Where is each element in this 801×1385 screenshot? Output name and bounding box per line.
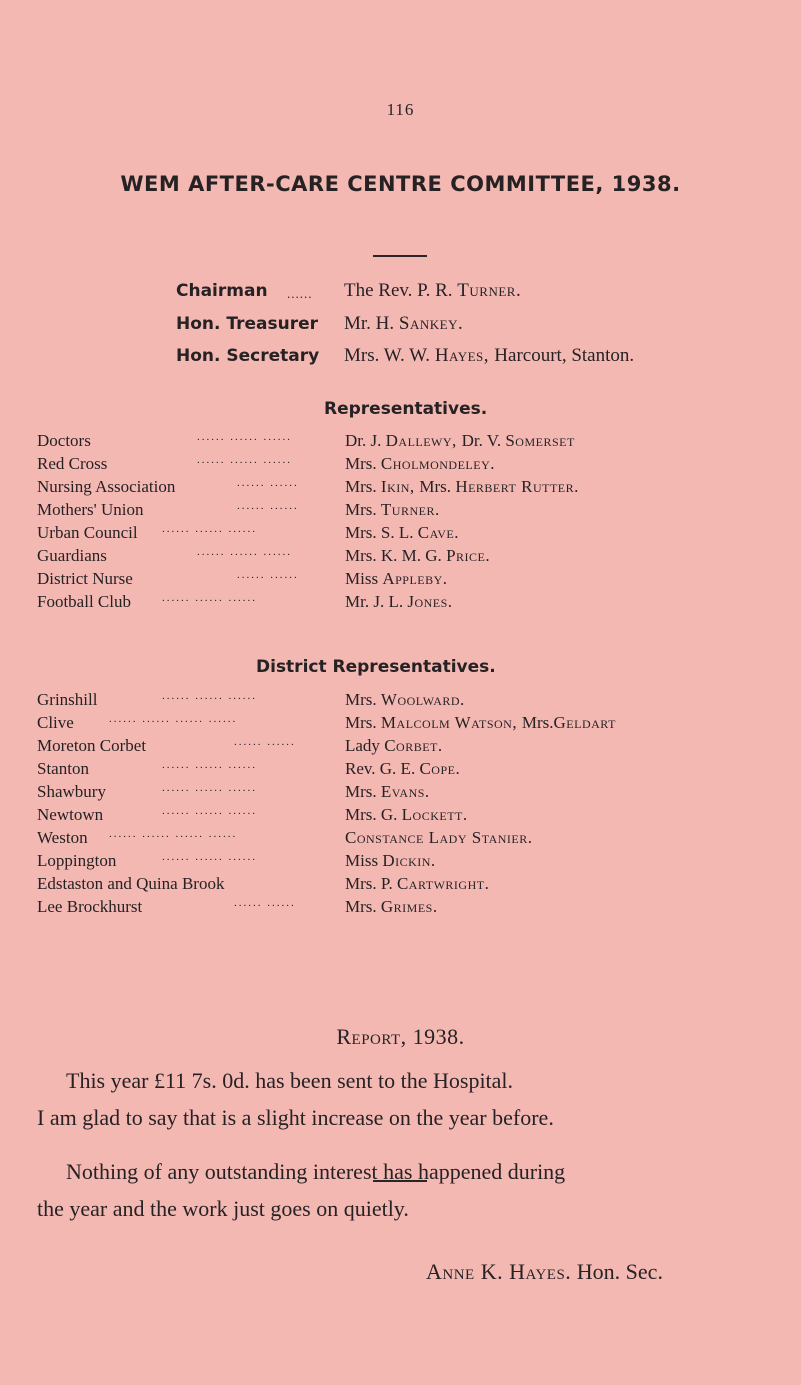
rep-value <box>345 431 575 451</box>
leader-dots: ...... ...... <box>237 569 299 581</box>
report-paragraph-line: I am glad to say that is a slight increase on the year before. <box>37 1105 554 1130</box>
rep-value-lead: Lady <box>345 736 385 755</box>
rep-label: Loppington <box>37 851 117 870</box>
rep-value-surname-2: Herbert Rutter. <box>455 477 579 496</box>
rep-value-lead: Mrs. S. L. <box>345 523 418 542</box>
officer-label: Hon. Secretary <box>176 346 320 366</box>
rep-value <box>345 874 489 894</box>
leader-dots: ...... <box>287 286 313 301</box>
rep-label: Clive <box>37 713 74 732</box>
district-representatives-heading: District Representatives. <box>256 657 496 677</box>
rep-value-lead: Mrs. <box>345 713 381 732</box>
leader-dots: ...... ...... ...... <box>197 454 292 466</box>
rep-value-mid: Dr. V. <box>461 431 506 450</box>
officer-label: Chairman <box>176 281 268 301</box>
representatives-heading: Representatives. <box>324 399 488 419</box>
list-item <box>37 592 777 614</box>
report-title: Report, 1938. <box>336 1024 465 1049</box>
rep-value-surname: Dickin. <box>382 851 436 870</box>
leader-dots: ...... ...... ...... <box>162 759 257 771</box>
rep-value-lead: Mrs. K. M. G. <box>345 546 447 565</box>
rep-value-surname: Ikin, <box>380 477 420 496</box>
rep-value-lead: Rev. G. E. <box>345 759 420 778</box>
rep-label: Urban Council <box>37 523 138 542</box>
officer-name <box>344 280 521 302</box>
officer-name-surname: Turner. <box>457 280 522 301</box>
rep-value <box>345 690 465 710</box>
rep-value-lead: Mr. J. L. <box>345 592 408 611</box>
list-item <box>37 477 777 499</box>
rep-value-surname: Cartwright. <box>396 874 490 893</box>
list-item <box>37 828 777 850</box>
rep-value <box>345 523 459 543</box>
list-item <box>37 713 777 735</box>
rep-label: Football Club <box>37 592 131 611</box>
rep-value-surname: Cholmondeley. <box>380 454 495 473</box>
rep-label: Weston <box>37 828 88 847</box>
officer-name-lead: Mr. H. <box>344 313 399 334</box>
list-item <box>37 897 777 919</box>
signature-name: Anne K. Hayes. <box>426 1259 572 1284</box>
rep-value-lead: Mrs. <box>345 477 381 496</box>
leader-dots: ...... ...... ...... <box>162 851 257 863</box>
rep-value-mid: Mrs. <box>419 477 456 496</box>
officer-name-tail: Harcourt, Stanton. <box>494 345 635 366</box>
rep-label: Edstaston and Quina Brook <box>37 874 225 893</box>
rep-value <box>345 546 490 566</box>
rep-value-surname: Dallewy, <box>385 431 462 450</box>
leader-dots: ...... ...... ...... <box>197 546 292 558</box>
rep-value <box>345 592 453 612</box>
officer-name-surname: Sankey. <box>398 313 464 334</box>
rep-value <box>345 454 495 474</box>
signature-role: Hon. Sec. <box>571 1259 663 1284</box>
rep-value-surname-2: Somerset <box>505 431 575 450</box>
list-item <box>37 851 777 873</box>
rep-value-surname: Cope. <box>419 759 461 778</box>
officer-name-lead: The Rev. P. R. <box>344 280 458 301</box>
rep-value <box>345 713 616 733</box>
rep-value-lead: Mrs. <box>345 690 381 709</box>
rep-value-surname: Lockett. <box>401 805 468 824</box>
rep-value-surname: Corbet. <box>384 736 443 755</box>
rep-value-surname: Evans. <box>380 782 430 801</box>
rep-value <box>345 782 430 802</box>
leader-dots: ...... ...... ...... <box>162 523 257 535</box>
leader-dots: ...... ...... <box>237 500 299 512</box>
rep-value <box>345 477 579 497</box>
list-item <box>37 759 777 781</box>
list-item <box>37 569 777 591</box>
list-item <box>37 454 777 476</box>
officer-name <box>344 345 634 367</box>
list-item <box>37 523 777 545</box>
list-item <box>37 500 777 522</box>
rep-label: Stanton <box>37 759 89 778</box>
rep-value-surname-2: Geldart <box>553 713 616 732</box>
report-paragraph-line: Nothing of any outstanding interest has happened during <box>66 1159 566 1184</box>
leader-dots: ...... ...... ...... <box>197 431 292 443</box>
rep-value-lead: Mrs. P. <box>345 874 397 893</box>
rep-value-surname: Grimes. <box>380 897 438 916</box>
rep-value <box>345 828 533 848</box>
rep-value-lead: Mrs. <box>345 454 381 473</box>
list-item <box>37 736 777 758</box>
list-item <box>37 690 777 712</box>
rep-value-lead: Miss <box>345 569 383 588</box>
rep-value-surname: Appleby. <box>382 569 448 588</box>
rep-value <box>345 805 468 825</box>
leader-dots: ...... ...... ...... <box>162 805 257 817</box>
leader-dots: ...... ...... ...... <box>162 592 257 604</box>
rep-value <box>345 500 440 520</box>
rep-value-mid: Mrs. <box>521 713 554 732</box>
rep-label: Moreton Corbet <box>37 736 147 755</box>
rep-value-lead: Mrs. <box>345 500 381 519</box>
rep-value <box>345 897 438 917</box>
leader-dots: ...... ...... <box>234 736 296 748</box>
leader-dots: ...... ...... ...... <box>162 782 257 794</box>
leader-dots: ...... ...... ...... <box>162 690 257 702</box>
list-item <box>37 782 777 804</box>
report-paragraph-line: This year £11 7s. 0d. has been sent to the Hospital. <box>66 1068 514 1093</box>
rep-value-surname: Turner. <box>380 500 440 519</box>
rep-value-lead: Mrs. G. <box>345 805 402 824</box>
rep-label: Mothers' Union <box>37 500 144 519</box>
report-paragraph-line: the year and the work just goes on quietly. <box>37 1196 409 1221</box>
leader-dots: ...... ...... ...... ...... <box>109 828 238 840</box>
rep-value-surname: Malcolm Watson, <box>380 713 522 732</box>
rep-label: Doctors <box>37 431 91 450</box>
rep-label: Guardians <box>37 546 107 565</box>
rep-value <box>345 759 460 779</box>
rep-value-surname: Woolward. <box>380 690 465 709</box>
rep-label: Grinshill <box>37 690 98 709</box>
rep-value-surname: Cave. <box>417 523 459 542</box>
officer-name <box>344 313 463 335</box>
list-item <box>37 874 777 896</box>
report-signature <box>426 1253 663 1290</box>
rep-value-surname: Price. <box>446 546 491 565</box>
list-item <box>37 546 777 568</box>
list-item <box>37 431 777 453</box>
officer-name-lead: Mrs. W. W. <box>344 345 435 366</box>
rep-value-lead: Miss <box>345 851 383 870</box>
leader-dots: ...... ...... <box>237 477 299 489</box>
page-number: 116 <box>386 100 415 119</box>
rep-value-lead: Mrs. <box>345 897 381 916</box>
list-item <box>37 805 777 827</box>
rep-value <box>345 736 443 756</box>
officer-name-surname: Hayes, <box>434 345 495 366</box>
divider-rule <box>373 255 427 257</box>
rep-label: Nursing Association <box>37 477 176 496</box>
rep-label: Newtown <box>37 805 104 824</box>
rep-value-lead: Dr. J. <box>345 431 386 450</box>
rep-label: Red Cross <box>37 454 108 473</box>
rep-label: District Nurse <box>37 569 133 588</box>
rep-value-surname: Constance Lady Stanier. <box>345 828 533 847</box>
rep-label: Lee Brockhurst <box>37 897 143 916</box>
leader-dots: ...... ...... <box>234 897 296 909</box>
rep-value <box>345 569 448 589</box>
rep-value-lead: Mrs. <box>345 782 381 801</box>
rep-value-surname: Jones. <box>407 592 453 611</box>
rep-label: Shawbury <box>37 782 106 801</box>
rep-value <box>345 851 436 871</box>
page-title: WEM AFTER-CARE CENTRE COMMITTEE, 1938. <box>120 172 681 196</box>
leader-dots: ...... ...... ...... ...... <box>109 713 238 725</box>
officer-label: Hon. Treasurer <box>176 314 319 334</box>
